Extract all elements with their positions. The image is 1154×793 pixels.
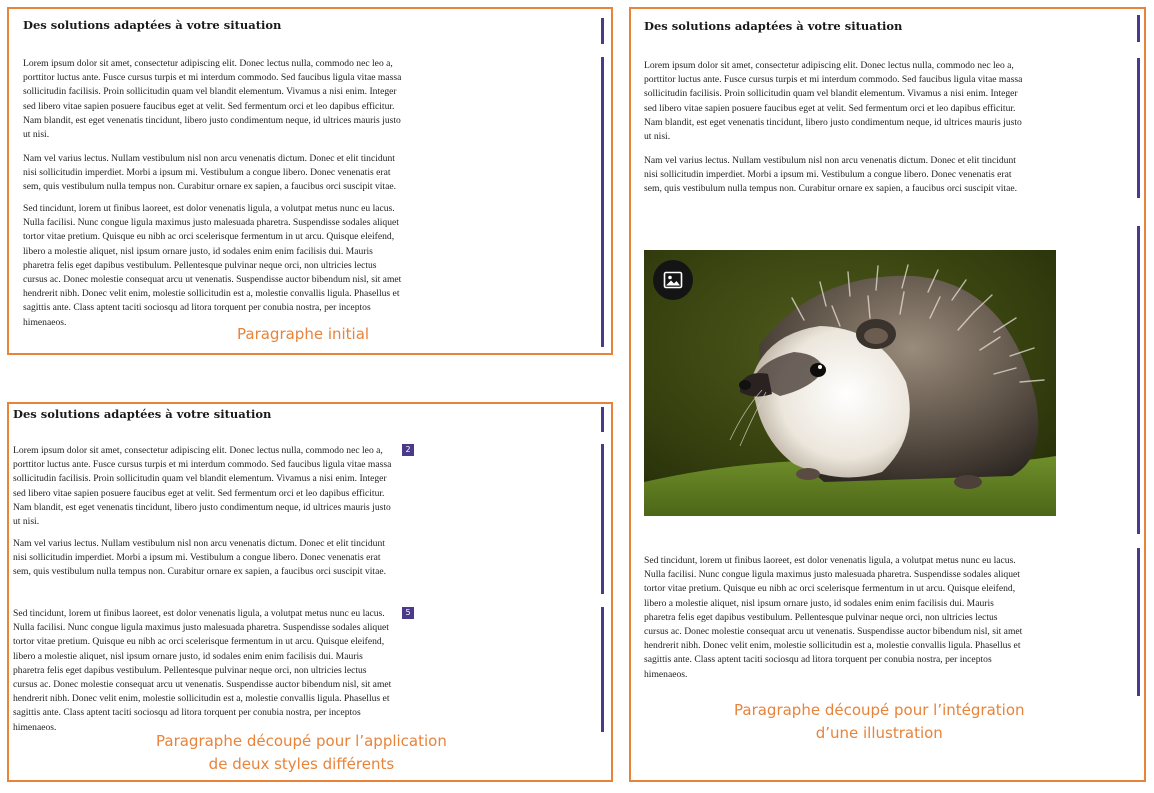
paragraph-text[interactable]: Lorem ipsum dolor sit amet, consectetur adipiscing elit. Donec lectus nulla, commodo nec leo a, porttitor luctus ante. Fusce cursus turpis et mi interdum commodo. Sed faucibus ligula vitae massa sollicitudin facilisis. Proin sollicitudin quam vel blandit elementum. Vivamus a nisi enim. Integer sed libero vitae sapien posuere faucibus eget at velit. Sed fermentum orci et leo dapibus efficitur. Nam blandit, est eget venenatis tincidunt, libero justo condimentum neque, id ultrices mauris justo ut nisi. — [13, 445, 392, 528]
paragraph-text[interactable]: Lorem ipsum dolor sit amet, consectetur adipiscing elit. Donec lectus nulla, commodo nec leo a, porttitor luctus ante. Fusce cursus turpis et mi interdum commodo. Sed faucibus ligula vitae massa sollicitudin facilisis. Proin sollicitudin quam vel blandit elementum. Vivamus a nisi enim. Integer sed libero vitae sapien posuere faucibus eget at velit. Sed fermentum orci et leo dapibus efficitur. Nam blandit, est eget venenatis tincidunt, libero justo condimentum neque, id ultrices mauris justo ut nisi. — [23, 58, 402, 141]
style-bar[interactable] — [1137, 15, 1140, 42]
style-bar[interactable] — [1137, 58, 1140, 198]
hedgehog-illustration[interactable] — [644, 250, 1056, 516]
panel-split-paragraph — [7, 402, 613, 782]
paragraph-text[interactable]: Sed tincidunt, lorem ut finibus laoreet, est dolor venenatis ligula, a volutpat metus nunc eu lacus. Nulla facilisi. Nunc congue ligula maximus justo malesuada pharetra. Suspendisse sodales aliquet tortor vitae pretium. Quisque eu nibh ac orci scelerisque fermentum in ut arcu. Quisque eleifend, libero a molestie aliquet, nisl ipsum ornare justo, id sodales enim enim facilisis dui. Mauris pharetra felis eget dapibus vestibulum. Pellentesque pulvinar neque orci, non ultricies lectus cursus ac. Donec molestie consequat arcu ut venenatis. Suspendisse auctor bibendum nisl, sit amet hendrerit nibh. Donec velit enim, molestie sollicitudin est a, molestie convallis ligula. Phasellus et sagittis ante. Class aptent taciti sociosqu ad litora torquent per conubia nostra, per inceptos himenaeos. — [13, 608, 392, 733]
panel-illustration-paragraph — [629, 7, 1146, 782]
style-bar[interactable] — [1137, 548, 1140, 696]
style-bar[interactable] — [601, 57, 604, 347]
paragraph-text[interactable]: Nam vel varius lectus. Nullam vestibulum nisl non arcu venenatis dictum. Donec et elit tincidunt nisi sollicitudin imperdiet. Morbi a ipsum mi. Vestibulum a congue libero. Donec venenatis erat sem, quis vestibulum nulla tempus non. Curabitur ornare ex sapien, a faucibus orci suscipit vitae. — [644, 155, 1018, 195]
style-bar[interactable] — [601, 18, 604, 44]
style-bar[interactable] — [601, 607, 604, 732]
paragraph-text[interactable]: Sed tincidunt, lorem ut finibus laoreet, est dolor venenatis ligula, a volutpat metus nunc eu lacus. Nulla facilisi. Nunc congue ligula maximus justo malesuada pharetra. Suspendisse sodales aliquet tortor vitae pretium. Quisque eu nibh ac orci scelerisque fermentum in ut arcu. Quisque eleifend, libero a molestie aliquet, nisl ipsum ornare justo, id sodales enim enim facilisis dui. Mauris pharetra felis eget dapibus vestibulum. Pellentesque pulvinar neque orci, non ultricies lectus cursus ac. Donec molestie consequat arcu ut venenatis. Suspendisse auctor bibendum nisl, sit amet hendrerit nibh. Donec velit enim, molestie sollicitudin est a, molestie convallis ligula. Phasellus et sagittis ante. Class aptent taciti sociosqu ad litora torquent per conubia nostra, per inceptos himenaeos. — [644, 555, 1023, 680]
style-bar[interactable] — [601, 444, 604, 594]
panel-initial-paragraph — [7, 7, 613, 355]
image-icon[interactable] — [653, 260, 693, 300]
style-badge[interactable]: 5 — [402, 607, 414, 619]
section-heading: Des solutions adaptées à votre situation — [13, 407, 272, 421]
panel-caption: Paragraphe initial — [237, 325, 370, 343]
paragraph-text[interactable]: Sed tincidunt, lorem ut finibus laoreet, est dolor venenatis ligula, a volutpat metus nunc eu lacus. Nulla facilisi. Nunc congue ligula maximus justo malesuada pharetra. Suspendisse sodales aliquet tortor vitae pretium. Quisque eu nibh ac orci scelerisque fermentum in ut arcu. Quisque eleifend, libero a molestie aliquet, nisl ipsum ornare justo, id sodales enim enim facilisis dui. Mauris pharetra felis eget dapibus vestibulum. Pellentesque pulvinar neque orci, non ultricies lectus cursus ac. Donec molestie consequat arcu ut venenatis. Suspendisse auctor bibendum nisl, sit amet hendrerit nibh. Donec velit enim, molestie sollicitudin est a, molestie convallis ligula. Phasellus et sagittis ante. Class aptent taciti sociosqu ad litora torquent per conubia nostra, per inceptos himenaeos. — [23, 203, 402, 328]
style-badge[interactable]: 2 — [402, 444, 414, 456]
paragraph-text[interactable]: Nam vel varius lectus. Nullam vestibulum nisl non arcu venenatis dictum. Donec et elit tincidunt nisi sollicitudin imperdiet. Morbi a ipsum mi. Vestibulum a congue libero. Donec venenatis erat sem, quis vestibulum nulla tempus non. Curabitur ornare ex sapien, a faucibus orci suscipit vitae. — [13, 538, 387, 578]
panel-caption: Paragraphe découpé pour l’application de deux styles différents — [156, 732, 447, 773]
panel-caption: Paragraphe découpé pour l’intégration d’une illustration — [734, 701, 1025, 742]
section-heading: Des solutions adaptées à votre situation — [644, 19, 903, 33]
section-heading: Des solutions adaptées à votre situation — [23, 18, 282, 32]
paragraph-text[interactable]: Lorem ipsum dolor sit amet, consectetur adipiscing elit. Donec lectus nulla, commodo nec leo a, porttitor luctus ante. Fusce cursus turpis et mi interdum commodo. Sed faucibus ligula vitae massa sollicitudin facilisis. Proin sollicitudin quam vel blandit elementum. Vivamus a nisi enim. Integer sed libero vitae sapien posuere faucibus eget at velit. Sed fermentum orci et leo dapibus efficitur. Nam blandit, est eget venenatis tincidunt, libero justo condimentum neque, id ultrices mauris justo ut nisi. — [644, 60, 1023, 143]
paragraph-text[interactable]: Nam vel varius lectus. Nullam vestibulum nisl non arcu venenatis dictum. Donec et elit tincidunt nisi sollicitudin imperdiet. Morbi a ipsum mi. Vestibulum a congue libero. Donec venenatis erat sem, quis vestibulum nulla tempus non. Curabitur ornare ex sapien, a faucibus orci suscipit vitae. — [23, 153, 397, 193]
style-bar[interactable] — [601, 407, 604, 432]
style-bar[interactable] — [1137, 226, 1140, 534]
